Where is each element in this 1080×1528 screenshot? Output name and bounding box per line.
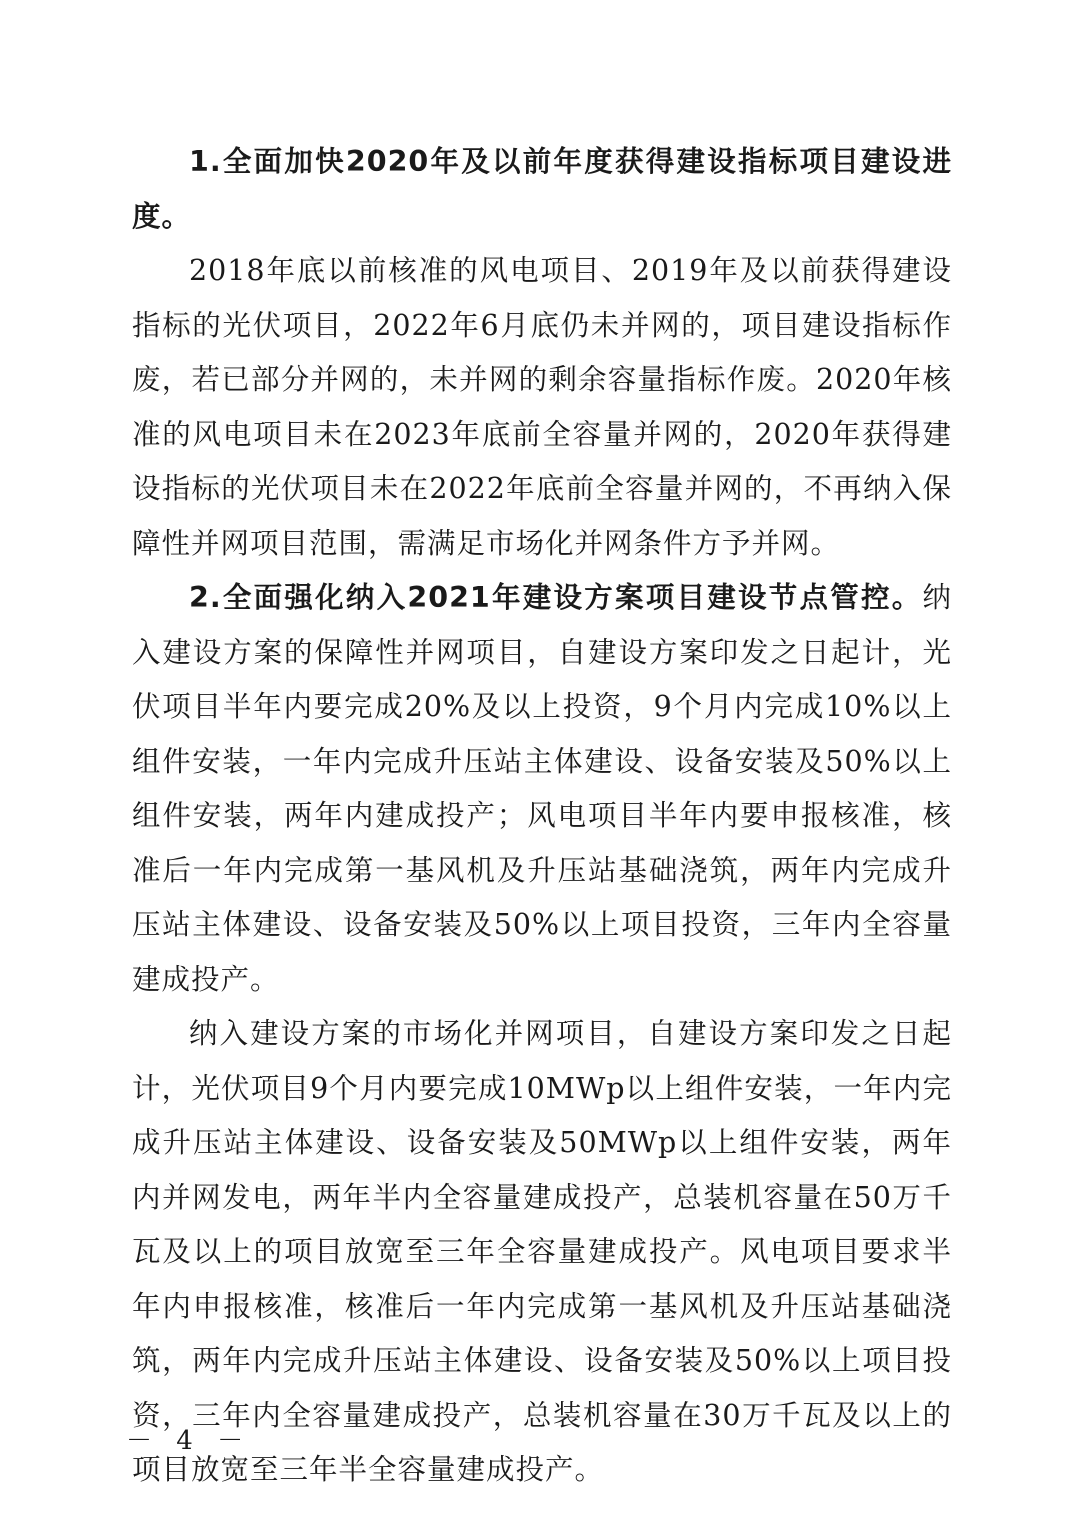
section-2-text: 纳入建设方案的保障性并网项目，自建设方案印发之日起计，光伏项目半年内要完成20%及以上投资，9个月内完成10%以上组件安装，一年内完成升压站主体建设、设备安装及50%以上组件安装，两年内建成投产；风电项目半年内要申报核准，核准后一年内完成第一基风机及升压站基础浇筑，两年内完成升压站主体建设、设备安装及50%以上项目投资，三年内全容量建成投产。 xyxy=(132,581,952,996)
section-2-title: 2.全面强化纳入2021年建设方案项目建设节点管控。 xyxy=(189,581,923,614)
section-1-paragraph: 2018年底以前核准的风电项目、2019年及以前获得建设指标的光伏项目，2022年6月底仍未并网的，项目建设指标作废，若已部分并网的，未并网的剩余容量指标作废。2020年核准的风电项目未在2023年底前全容量并网的，2020年获得建设指标的光伏项目未在2022年底前全容量并网的，不再纳入保障性并网项目范围，需满足市场化并网条件方予并网。 xyxy=(132,254,952,560)
section-1-title: 1.全面加快2020年及以前年度获得建设指标项目建设进度。 xyxy=(132,145,952,233)
document-body xyxy=(132,135,952,1498)
section-2-paragraph xyxy=(132,571,952,1007)
section-1-heading xyxy=(132,135,952,244)
section-2-market-paragraph: 纳入建设方案的市场化并网项目，自建设方案印发之日起计，光伏项目9个月内要完成10MWp以上组件安装，一年内完成升压站主体建设、设备安装及50MWp以上组件安装，两年内并网发电，两年半内全容量建成投产，总装机容量在50万千瓦及以上的项目放宽至三年全容量建成投产。风电项目要求半年内申报核准，核准后一年内完成第一基风机及升压站基础浇筑，两年内完成升压站主体建设、设备安装及50%以上项目投资，三年内全容量建成投产，总装机容量在30万千瓦及以上的项目放宽至三年半全容量建成投产。 xyxy=(132,1017,952,1486)
page-number: － 4 － xyxy=(126,1426,252,1456)
